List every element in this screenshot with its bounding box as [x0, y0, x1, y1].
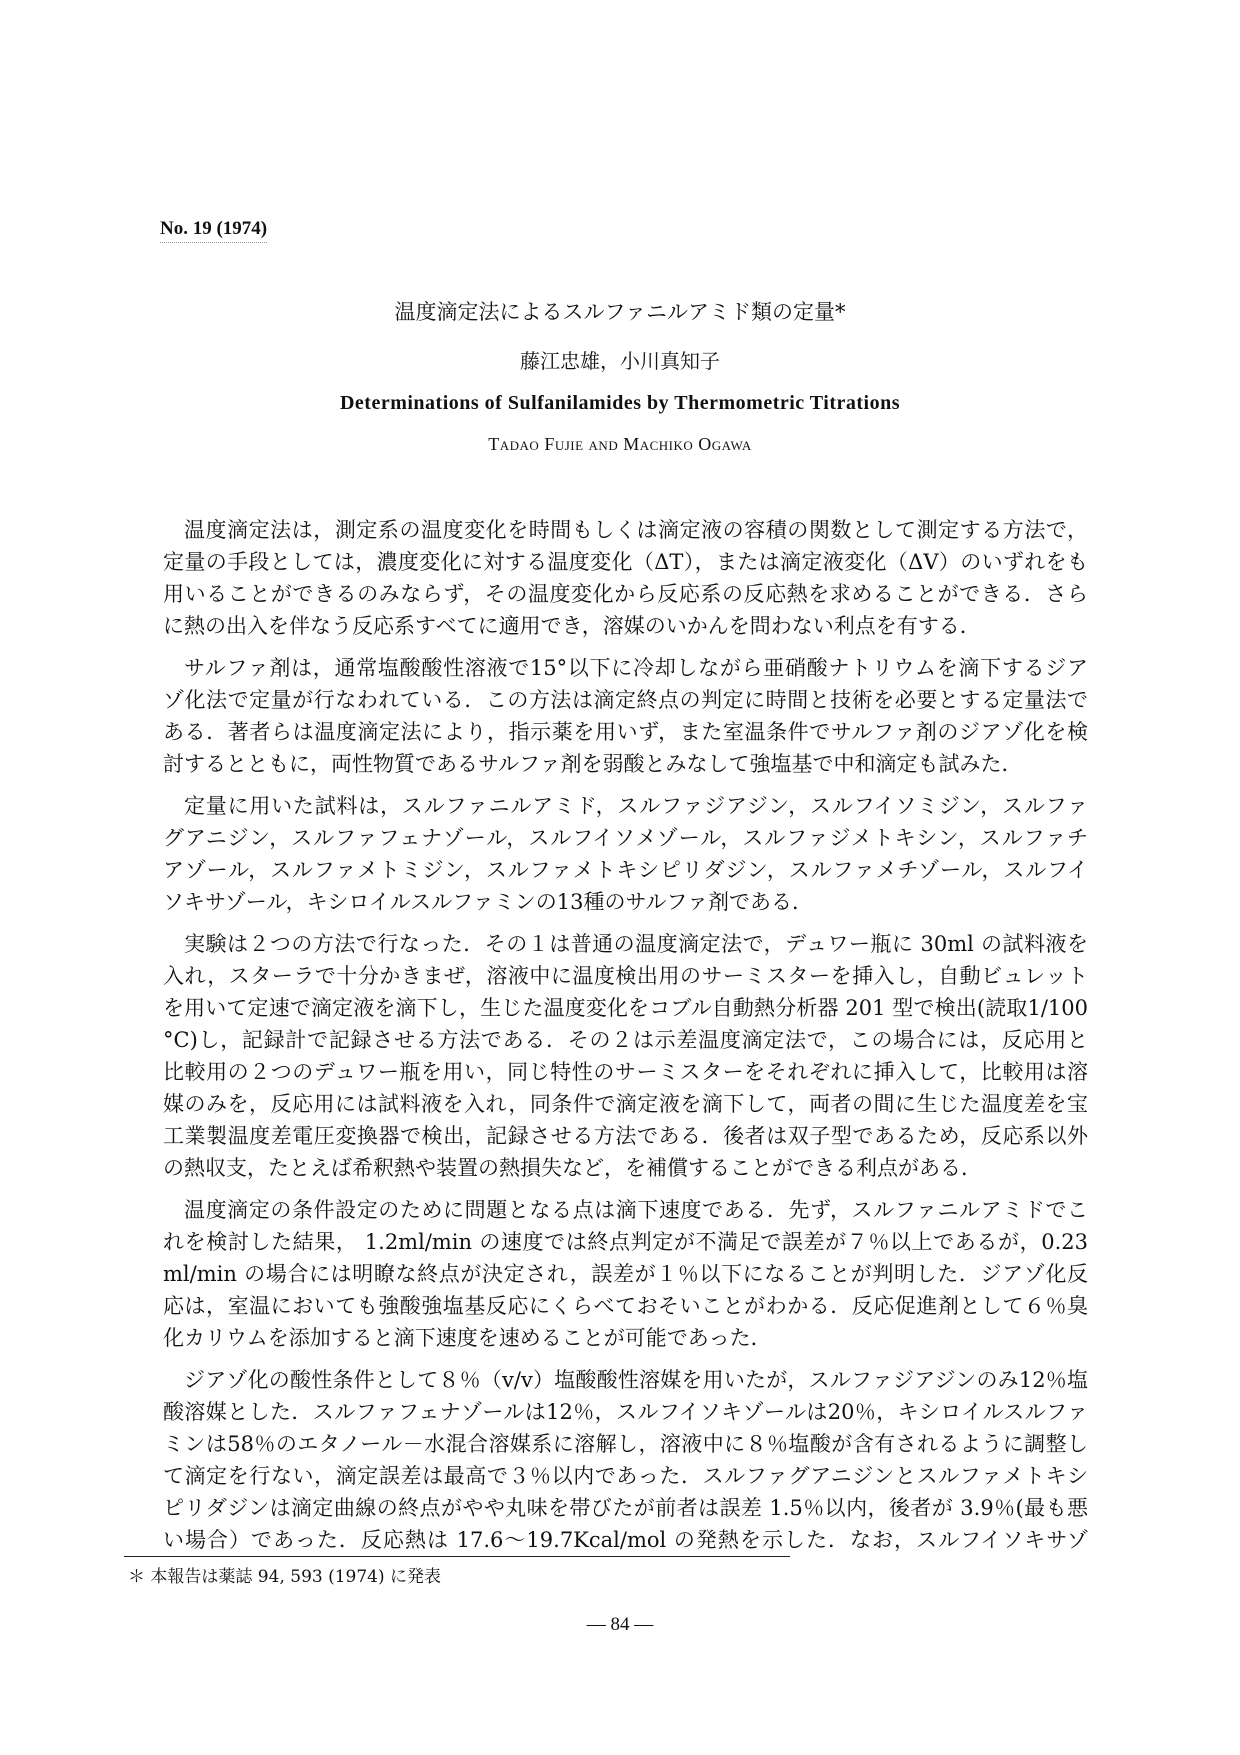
text-line: 定量に用いた試料は，スルファニルアミド，スルファジアジン，スルフイソミジン，スルファ [184, 794, 1088, 818]
article-authors-en: Tadao Fujie and Machiko Ogawa [488, 434, 752, 454]
text-line: 比較用の２つのデュワー瓶を用い，同じ特性のサーミスターをそれぞれに挿入して，比較用は溶 [163, 1060, 1088, 1084]
paragraph [163, 790, 1088, 918]
paragraph [163, 652, 1088, 780]
issue-number: No. 19 (1974) [160, 218, 267, 243]
text-line: を用いて定速で滴定液を滴下し，生じた温度変化をコブル自動熱分析器 201 型で検出(読取1/100 [163, 996, 1088, 1020]
text-line: い場合）であった．反応熱は 17.6～19.7Kcal/mol の発熱を示した．なお，スルフイソキサゾ [163, 1528, 1088, 1552]
text-line: 用いることができるのみならず，その温度変化から反応系の反応熱を求めることができる．さら [163, 582, 1088, 606]
paragraph [163, 1194, 1088, 1354]
paragraph [163, 1364, 1088, 1556]
article-title-ja: 温度滴定法によるスルファニルアミド類の定量* [394, 300, 846, 324]
text-line: ml/min の場合には明瞭な終点が決定され，誤差が１％以下になることが判明した．ジアゾ化反 [163, 1262, 1088, 1286]
text-line: れを検討した結果， 1.2ml/min の速度では終点判定が不満足で誤差が７％以上であるが，0.23 [163, 1230, 1088, 1254]
text-line: ゾ化法で定量が行なわれている．この方法は滴定終点の判定に時間と技術を必要とする定量法で [163, 688, 1088, 712]
footnote: ＊ 本報告は薬誌 94, 593 (1974) に発表 [128, 1567, 442, 1587]
text-line: 応は，室温においても強酸強塩基反応にくらべておそいことがわかる．反応促進剤として６％臭 [163, 1294, 1088, 1318]
footnote-divider [124, 1556, 790, 1557]
text-line: ある．著者らは温度滴定法により，指示薬を用いず，また室温条件でサルファ剤のジアゾ化を検 [163, 720, 1088, 744]
paragraph [163, 928, 1088, 1184]
text-line: 温度滴定の条件設定のために問題となる点は滴下速度である．先ず，スルファニルアミドでこ [184, 1198, 1088, 1222]
text-line: 定量の手段としては，濃度変化に対する温度変化（ΔT），または滴定液変化（ΔV）のいずれをも [163, 550, 1088, 574]
text-line: 温度滴定法は，測定系の温度変化を時間もしくは滴定液の容積の関数として測定する方法で， [184, 518, 1088, 542]
text-line: ピリダジンは滴定曲線の終点がやや丸味を帯びたが前者は誤差 1.5％以内，後者が 3.9％(最も悪 [163, 1496, 1088, 1520]
text-line: 酸溶媒とした．スルファフェナゾールは12％，スルフイソキゾールは20％，キシロイルスルファ [163, 1400, 1088, 1424]
text-line: 工業製温度差電圧変換器で検出，記録させる方法である．後者は双子型であるため，反応系以外 [163, 1124, 1088, 1148]
article-authors-ja: 藤江忠雄，小川真知子 [520, 349, 720, 373]
text-line: 討するとともに，両性物質であるサルファ剤を弱酸とみなして強塩基で中和滴定も試みた． [163, 752, 1023, 776]
article-body [163, 514, 1088, 1566]
text-line: に熱の出入を伴なう反応系すべてに適用でき，溶媒のいかんを問わない利点を有する． [163, 614, 981, 638]
text-line: て滴定を行ない，滴定誤差は最高で３％以内であった．スルファグアニジンとスルファメトキシ [163, 1464, 1088, 1488]
text-line: アゾール，スルファメトミジン，スルファメトキシピリダジン，スルファメチゾール，スルフイ [163, 858, 1088, 882]
text-line: ミンは58％のエタノール－水混合溶媒系に溶解し，溶液中に８％塩酸が含有されるように調整し [163, 1432, 1088, 1456]
text-line: の熱収支，たとえば希釈熱や装置の熱損失など，を補償することができる利点がある． [163, 1156, 982, 1180]
text-line: サルファ剤は，通常塩酸酸性溶液で15°以下に冷却しながら亜硝酸ナトリウムを滴下するジア [184, 656, 1088, 680]
text-line: °C)し，記録計で記録させる方法である．その２は示差温度滴定法で，この場合には，反応用と [163, 1028, 1088, 1052]
text-line: 入れ，スターラで十分かきまぜ，溶液中に温度検出用のサーミスターを挿入し，自動ビュレット [163, 964, 1088, 988]
article-title-en: Determinations of Sulfanilamides by Thermometric Titrations [339, 392, 901, 414]
text-line: 媒のみを，反応用には試料液を入れ，同条件で滴定液を滴下して，両者の間に生じた温度差を宝 [163, 1092, 1088, 1116]
text-line: 実験は２つの方法で行なった．その１は普通の温度滴定法で，デュワー瓶に 30ml の試料液を [184, 932, 1088, 956]
paragraph [163, 514, 1088, 642]
text-line: ソキサゾール，キシロイルスルファミンの13種のサルファ剤である． [163, 890, 813, 914]
page-number: — 84 — [586, 1614, 654, 1635]
text-line: ジアゾ化の酸性条件として８％（v/v）塩酸酸性溶媒を用いたが，スルファジアジンのみ12％塩 [184, 1368, 1088, 1392]
text-line: 化カリウムを添加すると滴下速度を速めることが可能であった． [163, 1326, 772, 1350]
text-line: グアニジン，スルファフェナゾール，スルフイソメゾール，スルファジメトキシン，スルファチ [163, 826, 1088, 850]
